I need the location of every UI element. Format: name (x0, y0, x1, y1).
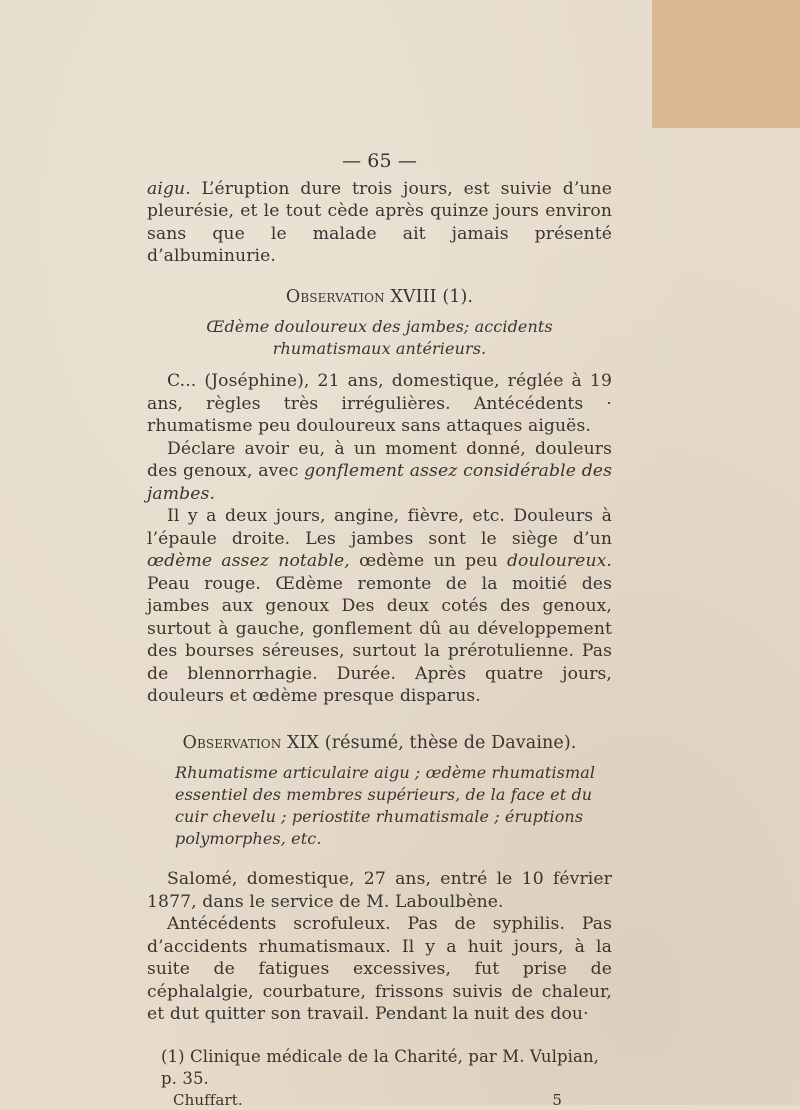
obs18-p3-text-c: Peau rouge. Œdème remonte de la moitié des jambes aux genoux Des deux cotés des genoux, surtout à gauche, gonflement dû au développement des bourses séreuses, surtout la prérotulienne. Pas de blennorrhagie. Durée. Après quatre jours, douleurs et œdème presque disparus. (147, 573, 612, 706)
observation-18-subtitle: Œdème douloureux des jambes; accidents rhumatismaux antérieurs. (206, 317, 553, 358)
paper-tab (652, 0, 800, 128)
observation-18-paragraph-3 (147, 505, 612, 708)
observation-18-label: Observation (285, 286, 385, 307)
obs18-p3-italic-1: œdème assez notable, (147, 551, 350, 571)
obs18-p3-text-a: Il y a deux jours, angine, fièvre, etc. Douleurs à l’épaule droite. Les jambes sont le siège d’un (147, 506, 612, 549)
page-content (147, 150, 612, 1110)
observation-18-paragraph-1: C... (Joséphine), 21 ans, domestique, réglée à 19 ans, règles très irrégulières. Antécédents · rhumatisme peu douloureux sans attaques aiguës. (147, 371, 612, 436)
signature-line (147, 1090, 612, 1110)
obs18-p2-italic: gonflement assez considérable des jambes. (147, 461, 612, 504)
obs18-p3-text-b: œdème un peu (349, 551, 507, 571)
observation-18-title (147, 286, 612, 309)
observation-19-paragraph-1: Salomé, domestique, 27 ans, entré le 10 février 1877, dans le service de M. Laboulbène. (147, 869, 612, 912)
signature-number: 5 (552, 1090, 562, 1109)
page-number: — 65 — (342, 150, 417, 172)
observation-18-number: XVIII (1). (384, 286, 474, 307)
observation-18-paragraph-2 (147, 438, 612, 506)
observation-19-label: Observation (182, 732, 282, 753)
observation-19-paragraph-2: Antécédents scrofuleux. Pas de syphilis. Pas d’accidents rhumatismaux. Il y a huit jours, à la suite de fatigues excessives, fut prise de céphalalgie, courbature, frissons suivis de chaleur, et dut quitter son travail. Pendant la nuit des dou· (147, 914, 612, 1024)
opening-italic: aigu. (147, 178, 191, 199)
obs18-p3-italic-2: douloureux. (506, 551, 612, 571)
footnote: (1) Clinique médicale de la Charité, par M. Vulpian, p. 35. (161, 1046, 600, 1088)
observation-19-subtitle: Rhumatisme articulaire aigu ; œdème rhumatismal essentiel des membres supérieurs, de la face et du cuir chevelu ; periostite rhumatismale ; éruptions polymorphes, etc. (175, 763, 596, 848)
observation-19-title (147, 732, 612, 755)
opening-paragraph (147, 178, 612, 268)
obs18-p2-text: Déclare avoir eu, à un moment donné, douleurs des genoux, avec (147, 438, 612, 481)
opening-text: L’éruption dure trois jours, est suivie d’une pleurésie, et le tout cède après quinze jours environ sans que le malade ait jamais présenté d’albuminurie. (147, 178, 612, 266)
observation-19-number: XIX (résumé, thèse de Davaine). (281, 732, 577, 753)
signature-name: Chuffart. (173, 1090, 243, 1109)
